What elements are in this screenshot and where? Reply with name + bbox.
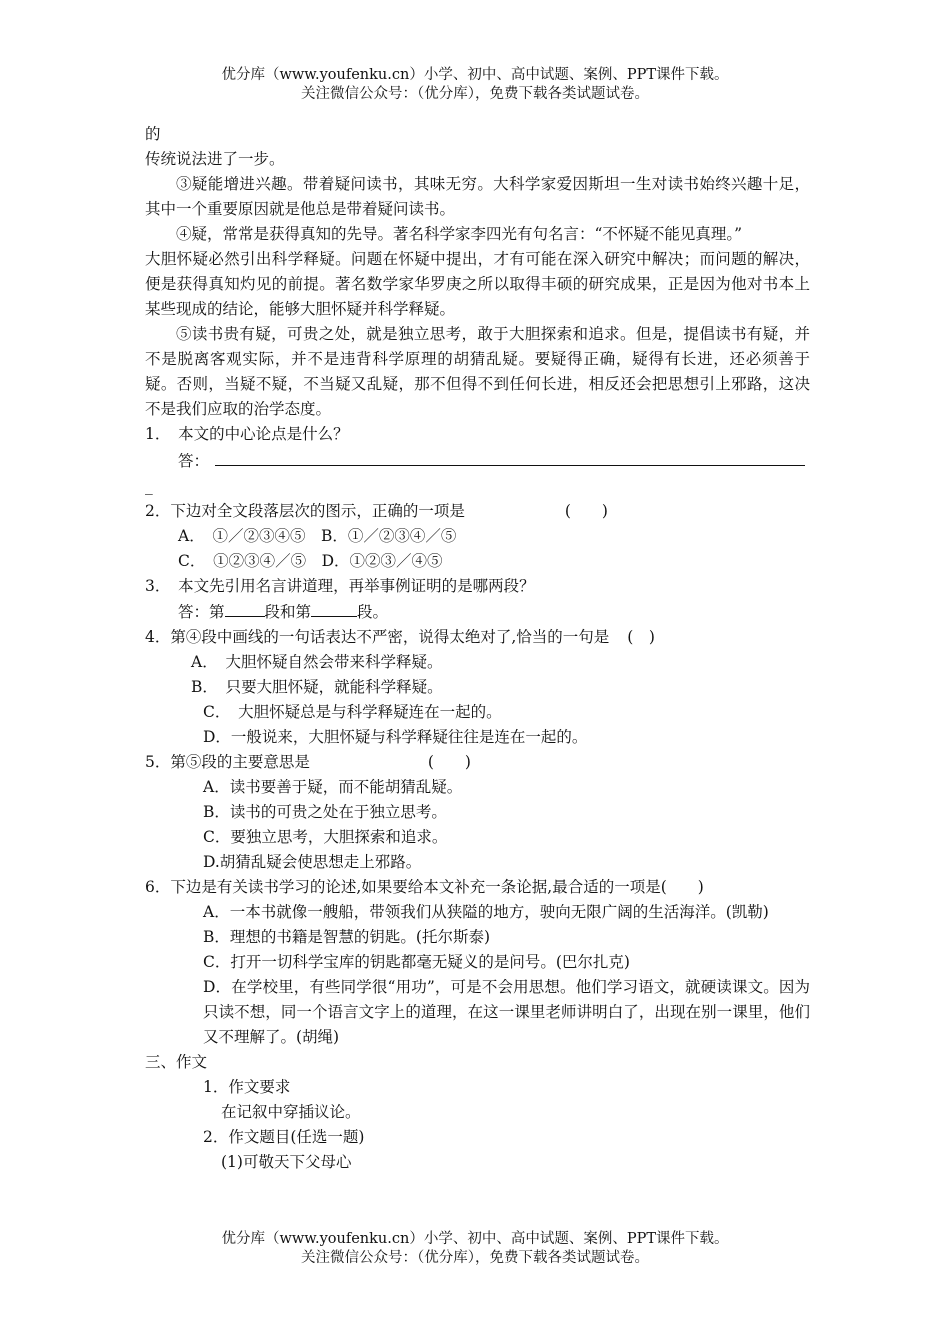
paragraph-4-continued: 大胆怀疑必然引出科学释疑。问题在怀疑中提出，才有可能在深入研究中解决；而问题的解决，便是获得真知灼见的前提。著名数学家华罗庚之所以取得丰硕的研究成果，正是因为他对书本上某些现成的结论，能够大胆怀疑并科学释疑。 bbox=[145, 250, 810, 318]
passage-line-2: 传统说法进了一步。 bbox=[145, 150, 285, 168]
page-header bbox=[0, 66, 950, 104]
blank-2[interactable] bbox=[311, 599, 357, 617]
question-6-text: 6．下边是有关读书学习的论述,如果要给本文补充一条论据,最合适的一项是 bbox=[145, 878, 661, 896]
question-2-answer-paren[interactable]: ( ) bbox=[564, 502, 608, 520]
essay-topic-title: 2．作文题目(任选一题) bbox=[203, 1128, 365, 1146]
question-6-option-b: B．理想的书籍是智慧的钥匙。(托尔斯泰) bbox=[203, 928, 490, 946]
question-1-tail: _ bbox=[145, 477, 153, 495]
question-6-answer-paren[interactable]: ( ) bbox=[660, 878, 704, 896]
question-5-option-b: B．读书的可贵之处在于独立思考。 bbox=[203, 803, 447, 821]
question-5-stem bbox=[145, 750, 810, 775]
footer-line-1: 优分库（www.youfenku.cn）小学、初中、高中试题、案例、PPT课件下载。 bbox=[221, 1231, 729, 1247]
question-4-option-a: A． 大胆怀疑自然会带来科学释疑。 bbox=[191, 653, 443, 671]
question-5-option-c: C．要独立思考，大胆探索和追求。 bbox=[203, 828, 448, 846]
paragraph-5: ⑤读书贵有疑，可贵之处，就是独立思考，敢于大胆探索和追求。但是，提倡读书有疑，并不是脱离客观实际，并不是违背科学原理的胡猜乱疑。要疑得正确，疑得有长进，还必须善于疑。否则，当疑不疑，不当疑又乱疑，那不但得不到任何长进，相反还会把思想引上邪路，这决不是我们应取的治学态度。 bbox=[145, 325, 810, 418]
essay-requirement-text: 在记叙中穿插议论。 bbox=[221, 1103, 361, 1121]
answer-blank-line[interactable] bbox=[215, 447, 805, 466]
passage-line-1: 的 bbox=[145, 125, 161, 143]
question-4-stem bbox=[145, 625, 810, 650]
question-4-option-c: C． 大胆怀疑总是与科学释疑连在一起的。 bbox=[203, 703, 502, 721]
question-2-option-ab: A． ①／②③④⑤ B．①／②③④／⑤ bbox=[178, 527, 457, 545]
question-4-text: 4．第④段中画线的一句话表达不严密，说得太绝对了,恰当的一句是 bbox=[145, 628, 610, 646]
question-2-stem bbox=[145, 499, 810, 524]
question-6-stem bbox=[145, 875, 810, 900]
blank-1[interactable] bbox=[225, 599, 265, 617]
question-5-option-a: A．读书要善于疑，而不能胡猜乱疑。 bbox=[203, 778, 463, 796]
essay-topic-1: (1)可敬天下父母心 bbox=[221, 1153, 352, 1171]
question-1-stem: 1． 本文的中心论点是什么？ bbox=[145, 425, 349, 443]
header-line-2: 关注微信公众号：（优分库），免费下载各类试题试卷。 bbox=[301, 86, 649, 102]
paragraph-3: ③疑能增进兴趣。带着疑问读书，其味无穷。大科学家爱因斯坦一生对读书始终兴趣十足，其中一个重要原因就是他总是带着疑问读书。 bbox=[145, 175, 810, 218]
question-4-answer-paren[interactable]: ( ) bbox=[627, 628, 655, 646]
question-6-option-c: C．打开一切科学宝库的钥匙都毫无疑义的是问号。(巴尔扎克) bbox=[203, 953, 630, 971]
question-3-stem: 3． 本文先引用名言讲道理，再举事例证明的是哪两段？ bbox=[145, 577, 535, 595]
question-3-answer bbox=[145, 599, 810, 625]
question-2-option-cd: C． ①②③④／⑤ D．①②③／④⑤ bbox=[178, 552, 443, 570]
question-6-option-a: A．一本书就像一艘船，带领我们从狭隘的地方，驶向无限广阔的生活海洋。(凯勒) bbox=[203, 903, 769, 921]
question-5-answer-paren[interactable]: ( ) bbox=[427, 753, 471, 771]
footer-line-2: 关注微信公众号：（优分库），免费下载各类试题试卷。 bbox=[301, 1250, 649, 1266]
question-2-text: 2．下边对全文段落层次的图示，正确的一项是 bbox=[145, 502, 465, 520]
question-4-option-d: D．一般说来，大胆怀疑与科学释疑往往是连在一起的。 bbox=[203, 728, 588, 746]
question-6-option-d: D．在学校里，有些同学很“用功”，可是不会用思想。他们学习语文，就硬读课文。因为只读不想，同一个语言文字上的道理，在这一课里老师讲明白了，出现在别一课里，他们又不理解了。(胡绳) bbox=[203, 978, 810, 1046]
section-3-title: 三、作文 bbox=[145, 1053, 208, 1071]
question-5-option-d: D.胡猜乱疑会使思想走上邪路。 bbox=[203, 853, 422, 871]
answer-prefix: 答：第 bbox=[178, 603, 225, 621]
question-5-text: 5．第⑤段的主要意思是 bbox=[145, 753, 310, 771]
document-body bbox=[145, 122, 810, 1175]
page-footer bbox=[0, 1230, 950, 1268]
paragraph-4: ④疑，常常是获得真知的先导。著名科学家李四光有句名言：“不怀疑不能见真理。” bbox=[176, 225, 743, 243]
question-1-answer bbox=[145, 447, 810, 474]
answer-middle: 段和第 bbox=[264, 603, 312, 621]
question-4-option-b: B． 只要大胆怀疑，就能科学释疑。 bbox=[191, 678, 443, 696]
answer-suffix: 段。 bbox=[357, 603, 389, 621]
essay-requirement-title: 1．作文要求 bbox=[203, 1078, 291, 1096]
header-line-1: 优分库（www.youfenku.cn）小学、初中、高中试题、案例、PPT课件下载。 bbox=[221, 67, 729, 83]
answer-label: 答： bbox=[178, 452, 210, 470]
